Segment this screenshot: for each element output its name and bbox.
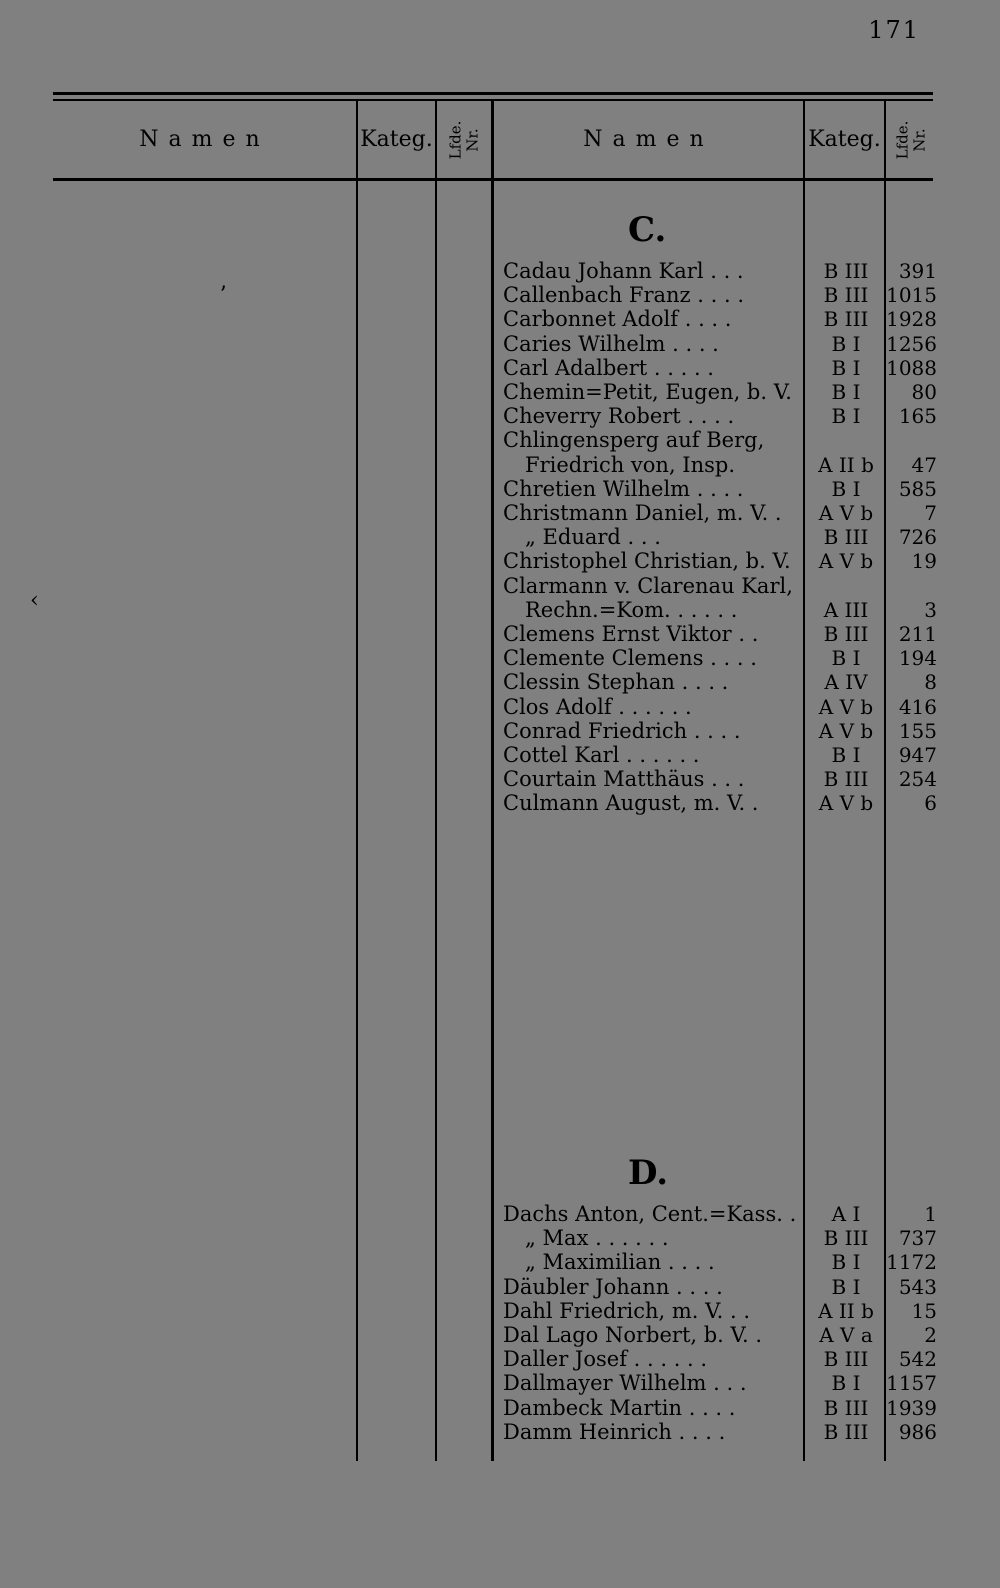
entry-name: Carbonnet Adolf . . . . [503, 307, 732, 332]
entry-number: 19 [911, 549, 937, 574]
entry-kateg: A IV [824, 670, 868, 695]
entry-number: 543 [898, 1274, 937, 1299]
header-right-lfde-label: Lfde. Nr. [892, 120, 928, 159]
list-item [0, 477, 1000, 501]
entry-name: Daller Josef . . . . . . [503, 1347, 708, 1372]
entry-name: Dallmayer Wilhelm . . . [503, 1371, 747, 1396]
entry-kateg: A V b [818, 791, 874, 816]
entry-kateg: A II b [818, 452, 874, 477]
entry-name: Clemente Clemens . . . . [503, 646, 757, 671]
entry-name: Chretien Wilhelm . . . . [503, 476, 744, 501]
entry-number: 1088 [886, 355, 937, 380]
entry-number: 3 [924, 597, 937, 622]
entry-kateg: B I [831, 743, 861, 767]
entry-number: 254 [898, 767, 937, 792]
entry-number: 194 [898, 646, 937, 671]
entry-name: Dambeck Martin . . . . [503, 1395, 736, 1420]
entry-number: 8 [924, 670, 937, 695]
list-item [0, 549, 1000, 573]
list-item [0, 1250, 1000, 1274]
entry-kateg: B III [823, 259, 869, 283]
entry-name: Callenbach Franz . . . . [503, 283, 745, 308]
entry-number: 6 [924, 791, 937, 816]
entry-number: 585 [898, 476, 937, 501]
entry-kateg: B I [831, 380, 861, 404]
section-letter-c: C. [628, 210, 667, 250]
list-item [0, 501, 1000, 525]
entry-kateg: B III [823, 1347, 869, 1372]
header-right-lfde [886, 101, 936, 178]
entry-number: 1172 [886, 1250, 937, 1275]
list-item [0, 646, 1000, 670]
entry-number: 1 [924, 1202, 937, 1226]
entry-name: Christophel Christian, b. V. [503, 549, 791, 574]
entry-name: Clos Adolf . . . . . . [503, 694, 692, 719]
header-right-name: Namen [583, 127, 714, 152]
entry-number: 2 [924, 1323, 937, 1347]
list-item [0, 428, 1000, 452]
entry-number: 1928 [886, 307, 937, 332]
entry-number: 416 [898, 694, 937, 719]
entry-number: 47 [911, 452, 937, 477]
header-right-kateg: Kateg. [808, 127, 881, 152]
rule-top [53, 92, 933, 95]
entry-name: Däubler Johann . . . . [503, 1274, 723, 1299]
list-item [0, 1299, 1000, 1323]
list-item [0, 1275, 1000, 1299]
list-item [0, 259, 1000, 283]
section-letter-d: D. [628, 1153, 669, 1193]
entry-number: 391 [898, 259, 937, 283]
entry-number: 7 [924, 501, 937, 525]
entry-kateg: B I [831, 404, 861, 429]
entry-name: Dal Lago Norbert, b. V. . [503, 1323, 763, 1347]
entry-name: Culmann August, m. V. . [503, 791, 759, 816]
entry-number: 15 [911, 1298, 937, 1323]
stray-mark: ʼ [219, 283, 226, 308]
entry-kateg: A III [823, 597, 869, 622]
entry-kateg: B III [823, 1226, 869, 1251]
entry-kateg: B I [831, 1274, 861, 1299]
page-number: 171 [868, 16, 920, 44]
entry-number: 80 [911, 380, 937, 404]
entry-name: Clemens Ernst Viktor . . [503, 622, 759, 646]
entry-name: Damm Heinrich . . . . [503, 1419, 726, 1444]
list-item [0, 307, 1000, 331]
list-item [0, 404, 1000, 428]
entry-kateg: A V b [818, 501, 874, 525]
list-item [0, 695, 1000, 719]
entry-kateg: B III [823, 525, 869, 550]
entry-kateg: B I [831, 1250, 861, 1275]
list-item [0, 1420, 1000, 1444]
entry-kateg: A V b [818, 694, 874, 719]
entry-name: Dahl Friedrich, m. V. . . [503, 1298, 750, 1323]
entry-name: Clessin Stephan . . . . [503, 670, 729, 695]
entry-name: Friedrich von, Insp. [525, 452, 736, 477]
entry-kateg: B I [831, 355, 861, 380]
entry-number: 542 [898, 1347, 937, 1372]
list-item [0, 380, 1000, 404]
list-item [0, 525, 1000, 549]
list-item [0, 1323, 1000, 1347]
entry-number: 986 [898, 1419, 937, 1444]
entry-number: 737 [898, 1226, 937, 1251]
list-item [0, 1226, 1000, 1250]
list-item [0, 598, 1000, 622]
entry-kateg: A II b [818, 1298, 874, 1323]
entry-number: 1256 [886, 331, 937, 356]
entry-name: „ Max . . . . . . [525, 1226, 669, 1251]
entry-number: 1939 [886, 1395, 937, 1420]
entry-name: „ Eduard . . . [525, 525, 661, 550]
entry-number: 165 [898, 404, 937, 429]
header-left-name: Namen [139, 127, 270, 152]
list-item [0, 670, 1000, 694]
entry-name: Conrad Friedrich . . . . [503, 718, 741, 743]
list-item [0, 622, 1000, 646]
entry-kateg: B I [831, 646, 861, 671]
header-left-lfde [437, 101, 491, 178]
entry-name: Chemin=Petit, Eugen, b. V. [503, 380, 792, 404]
entry-kateg: B III [823, 767, 869, 792]
entry-kateg: A V b [818, 718, 874, 743]
list-item [0, 743, 1000, 767]
list-item [0, 574, 1000, 598]
entry-name: Clarmann v. Clarenau Karl, [503, 573, 793, 598]
entry-kateg: A V b [818, 549, 874, 574]
header-left-lfde-label: Lfde. Nr. [445, 120, 481, 159]
list-item [0, 283, 1000, 307]
entry-name: Christmann Daniel, m. V. . [503, 501, 782, 525]
list-item [0, 1396, 1000, 1420]
entry-kateg: B III [823, 1395, 869, 1420]
list-item [0, 453, 1000, 477]
entry-kateg: B I [831, 476, 861, 501]
list-item [0, 332, 1000, 356]
header-left-kateg: Kateg. [360, 127, 433, 152]
entry-number: 1015 [886, 283, 937, 308]
entry-name: Rechn.=Kom. . . . . . [525, 597, 738, 622]
entry-kateg: B III [823, 1419, 869, 1444]
list-item [0, 719, 1000, 743]
entry-number: 155 [898, 718, 937, 743]
list-item [0, 791, 1000, 815]
list-item [0, 1347, 1000, 1371]
entry-kateg: B I [831, 1371, 861, 1396]
entry-kateg: A I [831, 1202, 861, 1226]
entry-name: Cadau Johann Karl . . . [503, 259, 744, 283]
entry-kateg: B III [823, 283, 869, 308]
entry-name: Dachs Anton, Cent.=Kass. . [503, 1202, 797, 1226]
entry-number: 726 [898, 525, 937, 550]
entry-name: Cottel Karl . . . . . . [503, 743, 700, 767]
entry-name: Carl Adalbert . . . . . [503, 355, 714, 380]
entry-number: 1157 [886, 1371, 937, 1396]
entry-name: Chlingensperg auf Berg, [503, 428, 765, 453]
entry-kateg: B I [831, 331, 861, 356]
entry-kateg: B III [823, 307, 869, 332]
entry-kateg: B III [823, 622, 869, 646]
entry-name: Courtain Matthäus . . . [503, 767, 745, 792]
list-item [0, 1371, 1000, 1395]
entry-number: 211 [898, 622, 937, 646]
stray-mark: ‹ [30, 588, 39, 613]
entry-name: Cheverry Robert . . . . [503, 404, 735, 429]
entry-name: Caries Wilhelm . . . . [503, 331, 719, 356]
entry-name: „ Maximilian . . . . [525, 1250, 715, 1275]
list-item [0, 356, 1000, 380]
list-item [0, 1202, 1000, 1226]
list-item [0, 767, 1000, 791]
entry-number: 947 [898, 743, 937, 767]
entry-kateg: A V a [819, 1323, 873, 1347]
